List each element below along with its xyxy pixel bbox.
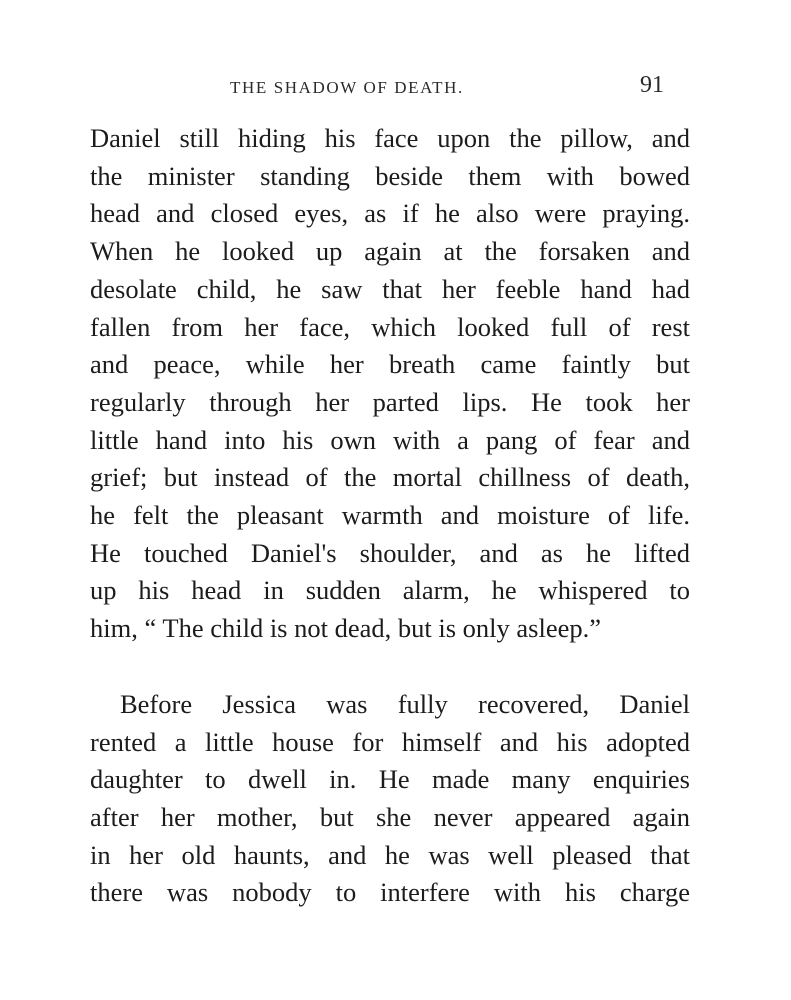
text-line: daughter to dwell in. He made many enquiries [90, 764, 690, 795]
text-line: the minister standing beside them with bowed [90, 160, 690, 191]
text-line: He touched Daniel's shoulder, and as he lifted [90, 537, 690, 568]
text-line: in her old haunts, and he was well pleased that [90, 839, 690, 870]
body-text [90, 120, 690, 912]
paragraph-1 [90, 120, 690, 648]
text-line: after her mother, but she never appeared again [90, 801, 690, 832]
text-line: he felt the pleasant warmth and moisture of life. [90, 500, 690, 531]
text-line: regularly through her parted lips. He took her [90, 386, 690, 417]
text-line: little hand into his own with a pang of fear and [90, 424, 690, 455]
paragraph-2 [90, 686, 690, 912]
text-line: rented a little house for himself and his adopted [90, 726, 690, 757]
text-line: fallen from her face, which looked full of rest [90, 311, 690, 342]
text-line: him, “ The child is not dead, but is only asleep.” [90, 613, 602, 644]
paragraph-spacer [90, 648, 690, 686]
text-line: up his head in sudden alarm, he whispered to [90, 575, 690, 606]
text-line: and peace, while her breath came faintly but [90, 349, 690, 380]
text-line: Before Jessica was fully recovered, Daniel [120, 688, 690, 719]
text-line: grief; but instead of the mortal chillness of death, [90, 462, 690, 493]
text-line: head and closed eyes, as if he also were praying. [90, 198, 690, 229]
page-number: 91 [640, 72, 664, 98]
text-line: Daniel still hiding his face upon the pillow, and [90, 123, 690, 153]
text-line: When he looked up again at the forsaken and [90, 236, 690, 267]
running-head-title: THE SHADOW OF DEATH. [230, 78, 464, 97]
text-line: desolate child, he saw that her feeble hand had [90, 273, 690, 304]
text-line: there was nobody to interfere with his charge [90, 877, 690, 908]
